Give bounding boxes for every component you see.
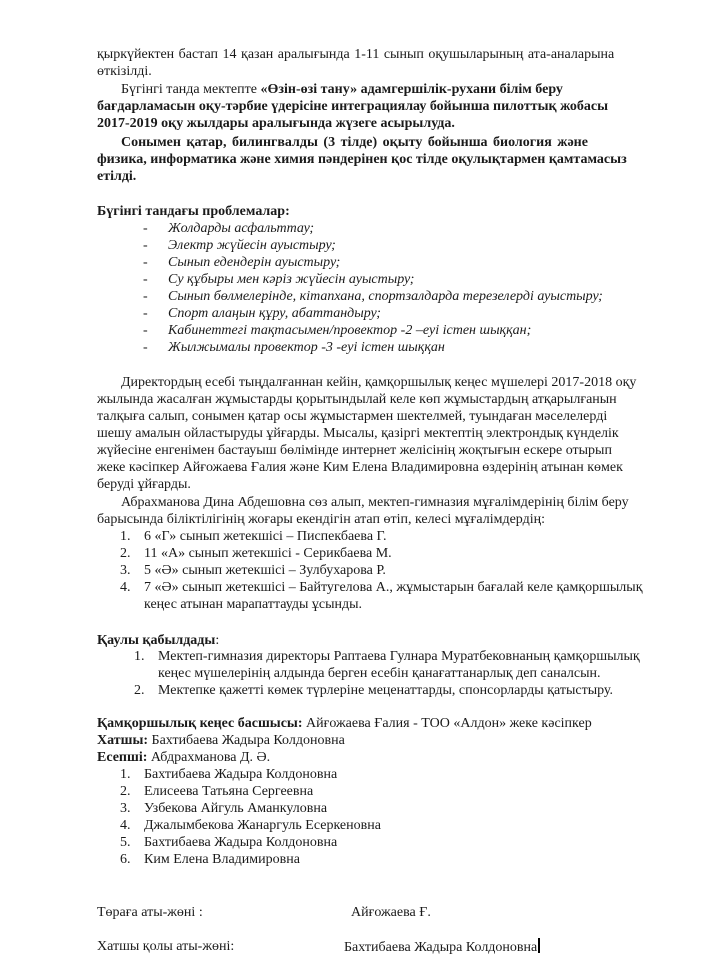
director-line: жылында жасалған жұмыстарды қорытындылай келе көп жұмыстардың атқарылғанын [97,392,617,407]
problem-item: - Спорт алаңын құру, абаттандыру; [143,306,381,321]
member-item: 6. Ким Елена Владимировна [120,852,300,867]
council-chair-value: Айғожаева Ғалия - ТОО «Алдон» жеке кәсіпкер [302,716,592,731]
award-list [120,528,690,613]
council-chair-label: Қамқоршылық кеңес басшысы: [97,716,303,731]
council-secretary [97,732,697,749]
decision-heading-line [97,632,219,649]
director-line: Директордың есебі тыңдалғаннан кейін, қамқоршылық кеңес мүшелері 2017-2018 оқу [121,375,637,390]
abrakhmanova-paragraph [97,494,687,528]
problem-item: - Су құбыры мен кәріз жүйесін ауыстыру; [143,272,415,287]
council-counter-value: Абдрахманова Д. Ә. [147,750,271,765]
decision-item: 1. Мектеп-гимназия директоры Раптаева Гулнара Муратбековнаның қамқоршылық [134,649,640,664]
award-item: 4. 7 «Ә» сынып жетекшісі – Байтугелова А., жұмыстарын бағалай келе қамқоршылық [120,580,643,595]
members-list [120,766,620,868]
signature-chair-name: Айғожаева Ғ. [351,905,431,920]
project-paragraph [97,81,687,132]
decision-item: 2. Мектепке қажетті көмек түрлеріне меценаттарды, спонсорларды қатыстыру. [134,683,614,698]
member-item: 3. Узбекова Айгуль Аманкуловна [120,801,328,816]
director-paragraph [97,374,687,493]
director-line: талқыға салып, сонымен қатар осы жұмыстармен шектелмей, туындаған мәселелерді [97,409,608,424]
award-item: 3. 5 «Ә» сынып жетекшісі – Зулбухарова Р. [120,563,386,578]
trilingual-line-1: Сонымен қатар, билингвалды (3 тілде) оқыту бойынша биология және [121,135,588,150]
trilingual-paragraph [97,134,687,185]
council-secretary-label: Хатшы: [97,733,149,748]
director-line: жеке кәсіпкер Айғожаева Ғалия және Ким Елена Владимировна өздерінің атынан көмек [97,460,623,475]
member-item: 2. Елисеева Татьяна Сергеевна [120,784,314,799]
director-line: шешу амалын ойластыруды ұйғарды. Мысалы, қазіргі мектептің электрондық күнделік [97,426,619,441]
text-cursor [538,938,540,953]
director-line: жүйесіне енгенімен бастауыш бөлімінде интернет желісінің жоқтығын ескере отырып [97,443,612,458]
signature-secretary-name: Бахтибаева Жадыра Колдоновна [344,940,538,955]
award-item-continuation: кеңес атынан марапаттауды ұсынды. [144,597,363,612]
award-item: 1. 6 «Г» сынып жетекшісі – Пиcпекбаева Г. [120,529,387,544]
intro-line-2: өткізілді. [97,64,152,79]
project-line-1-normal: Бүгінгі танда мектепте [121,82,261,97]
problem-item: - Жылжымалы провектор -3 -еуі істен шыққан [143,340,445,355]
signature-secretary [344,938,540,956]
problems-list [143,220,703,356]
council-secretary-value: Бахтибаева Жадыра Колдоновна [148,733,345,748]
decision-heading: Қаулы қабылдады [97,633,216,648]
signature-secretary-label: Хатшы қолы аты-жөні: [97,939,235,954]
abrakhmanova-line: барысында біліктілігінің жоғары екендігін атап өтіп, келесі мұғалімдердің: [97,512,545,527]
decision-colon: : [215,633,220,648]
signature-chair-label: Төраға аты-жөні : [97,905,203,920]
decision-item-continuation: кеңес мүшелерінің алдында берген есебін қанағаттанарлық деп саналсын. [158,666,601,681]
decision-list [134,648,694,699]
problem-item: - Электр жүйесін ауыстыру; [143,238,336,253]
intro-paragraph [97,46,687,80]
director-line: беруді ұйғарды. [97,477,191,492]
problem-item: - Кабинеттегі тақтасымен/провектор -2 –еуі істен шыққан; [143,323,532,338]
member-item: 1. Бахтибаева Жадыра Колдоновна [120,767,338,782]
council-counter [97,749,697,766]
project-line-2: бағдарламасын оқу-тәрбие үдерісіне интеграциялау бойынша пилоттық жобасы [97,99,609,114]
member-item: 5. Бахтибаева Жадыра Колдоновна [120,835,338,850]
council-block [97,715,697,766]
award-item: 2. 11 «А» сынып жетекшісі - Серикбаева М. [120,546,392,561]
problem-item: - Сынып бөлмелерінде, кітапхана, спортзалдарда терезелерді ауыстыру; [143,289,603,304]
member-item: 4. Джалымбекова Жанаргуль Есеркеновна [120,818,381,833]
council-chair [97,715,697,732]
abrakhmanova-line: Абрахманова Дина Абдешовна сөз алып, мектеп-гимназия мұғалімдерінің білім беру [121,495,629,510]
project-line-1 [97,81,687,98]
council-counter-label: Есепші: [97,750,148,765]
problem-item: - Жолдарды асфальттау; [143,221,315,236]
problem-item: - Сынып едендерін ауыстыру; [143,255,341,270]
trilingual-line-2: физика, информатика және химия пәндерінен қос тілде оқулықтармен қамтамасыз [97,152,627,167]
trilingual-line-3: етілді. [97,169,137,184]
project-line-1-bold: «Өзін-өзі тану» адамгершілік-рухани білім беру [260,82,563,97]
project-line-3: 2017-2019 оқу жылдары аралығында жүзеге асырылуда. [97,116,455,131]
problems-heading: Бүгінгі тандағы проблемалар: [97,204,290,219]
intro-line-1: қыркүйектен бастап 14 қазан аралығында 1-11 сынып оқушыларының ата-аналарына [97,47,615,62]
